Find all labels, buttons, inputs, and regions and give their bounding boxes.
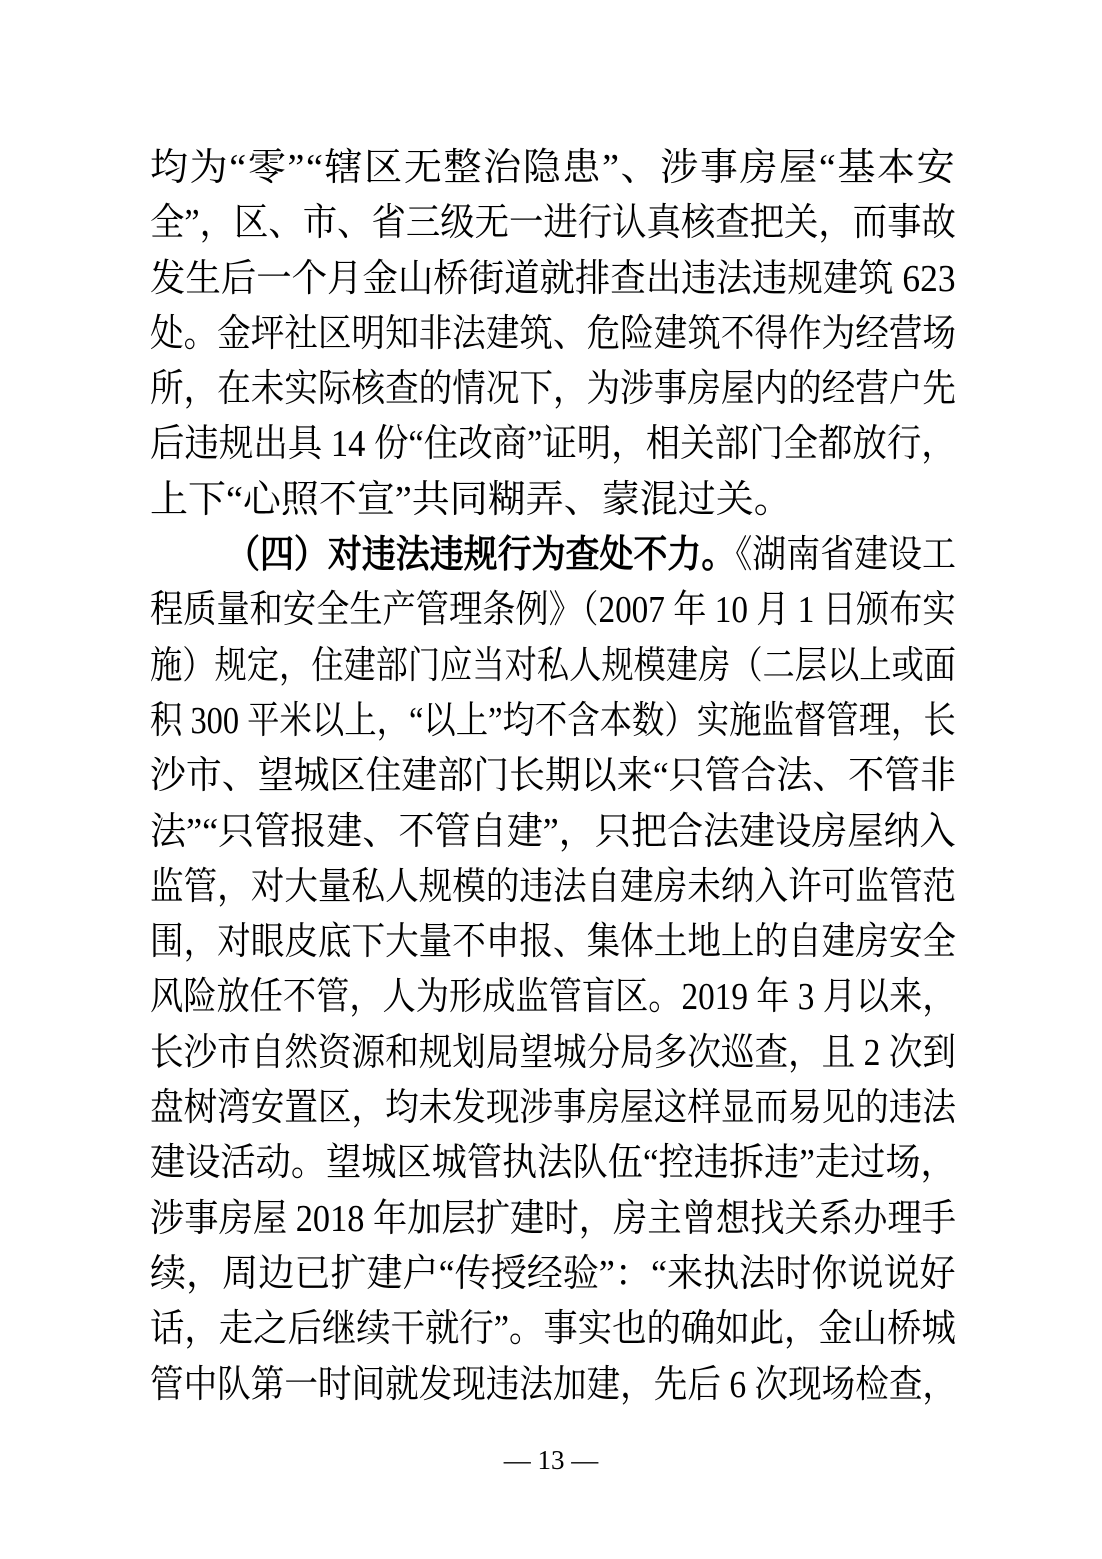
text-line-content: 程质量和安全生产管理条例》（2007 年 10 月 1 日颁布实 — [150, 589, 956, 632]
text-line — [150, 528, 956, 583]
text-line — [150, 307, 956, 362]
text-line-content: 长沙市自然资源和规划局望城分局多次巡查，且 2 次到 — [150, 1031, 957, 1074]
text-line-content: 后违规出具 14 份“住改商”证明，相关部门全都放行， — [150, 423, 956, 466]
text-line — [150, 860, 956, 915]
text-line-content: 上下“心照不宣”共同糊弄、蒙混过关。 — [150, 478, 792, 521]
text-line-content: 监管，对大量私人规模的违法自建房未纳入许可监管范 — [150, 865, 957, 908]
text-line-content: 均为“零”“辖区无整治隐患”、涉事房屋“基本安 — [150, 147, 957, 189]
text-line-content: 建设活动。望城区城管执法队伍“控违拆违”走过场， — [150, 1142, 956, 1185]
text-line — [150, 417, 956, 472]
text-line-content: 处。金坪社区明知非法建筑、危险建筑不得作为经营场 — [150, 312, 957, 355]
text-line-content: 围，对眼皮底下大量不申报、集体土地上的自建房安全 — [150, 921, 957, 964]
text-line — [150, 1358, 956, 1413]
text-line-content: 法”“只管报建、不管自建”，只把合法建设房屋纳入 — [150, 810, 956, 853]
text-line — [150, 583, 956, 638]
text-line — [150, 1026, 956, 1081]
text-line — [150, 196, 956, 251]
text-line — [150, 694, 956, 749]
text-line — [150, 639, 956, 694]
text-line-content: 施）规定，住建部门应当对私人规模建房（二层以上或面 — [150, 644, 957, 687]
text-line — [150, 749, 956, 804]
text-line — [150, 362, 956, 417]
text-line-content: 积 300 平米以上，“以上”均不含本数）实施监督管理，长 — [150, 699, 956, 742]
text-line-content: 管中队第一时间就发现违法加建，先后 6 次现场检查， — [150, 1363, 957, 1406]
text-line-content: 全”，区、市、省三级无一进行认真核查把关，而事故 — [150, 202, 956, 245]
text-line-content: 发生后一个月金山桥街道就排查出违法违规建筑 623 — [150, 257, 956, 300]
text-line-content: 沙市、望城区住建部门长期以来“只管合法、不管非 — [150, 755, 956, 798]
text-line — [150, 1302, 956, 1357]
text-line-content: 话，走之后继续干就行”。事实也的确如此，金山桥城 — [150, 1308, 956, 1351]
text-line — [150, 473, 956, 528]
text-line — [150, 1081, 956, 1136]
text-line-content: 续，周边已扩建户“传授经验”：“来执法时你说说好 — [150, 1252, 956, 1295]
text-line-content: 涉事房屋 2018 年加层扩建时，房主曾想找关系办理手 — [150, 1197, 957, 1240]
text-line — [150, 252, 956, 307]
text-line-content: 盘树湾安置区，均未发现涉事房屋这样显而易见的违法 — [150, 1087, 957, 1130]
body-text — [150, 141, 956, 1413]
page-footer — [0, 1444, 1102, 1476]
text-line — [150, 805, 956, 860]
text-line-content: 所，在未实际核查的情况下，为涉事房屋内的经营户先 — [150, 368, 957, 411]
text-line — [150, 915, 956, 970]
text-line — [150, 1136, 956, 1191]
text-line — [150, 1247, 956, 1302]
page-number: — 13 — — [503, 1445, 599, 1475]
text-line-content: （四）对违法违规行为查处不力。《湖南省建设工 — [226, 534, 957, 577]
text-line — [150, 1192, 956, 1247]
text-line — [150, 141, 956, 196]
text-line — [150, 970, 956, 1025]
text-line-content: 风险放任不管，人为形成监管盲区。2019 年 3 月以来， — [150, 976, 956, 1019]
